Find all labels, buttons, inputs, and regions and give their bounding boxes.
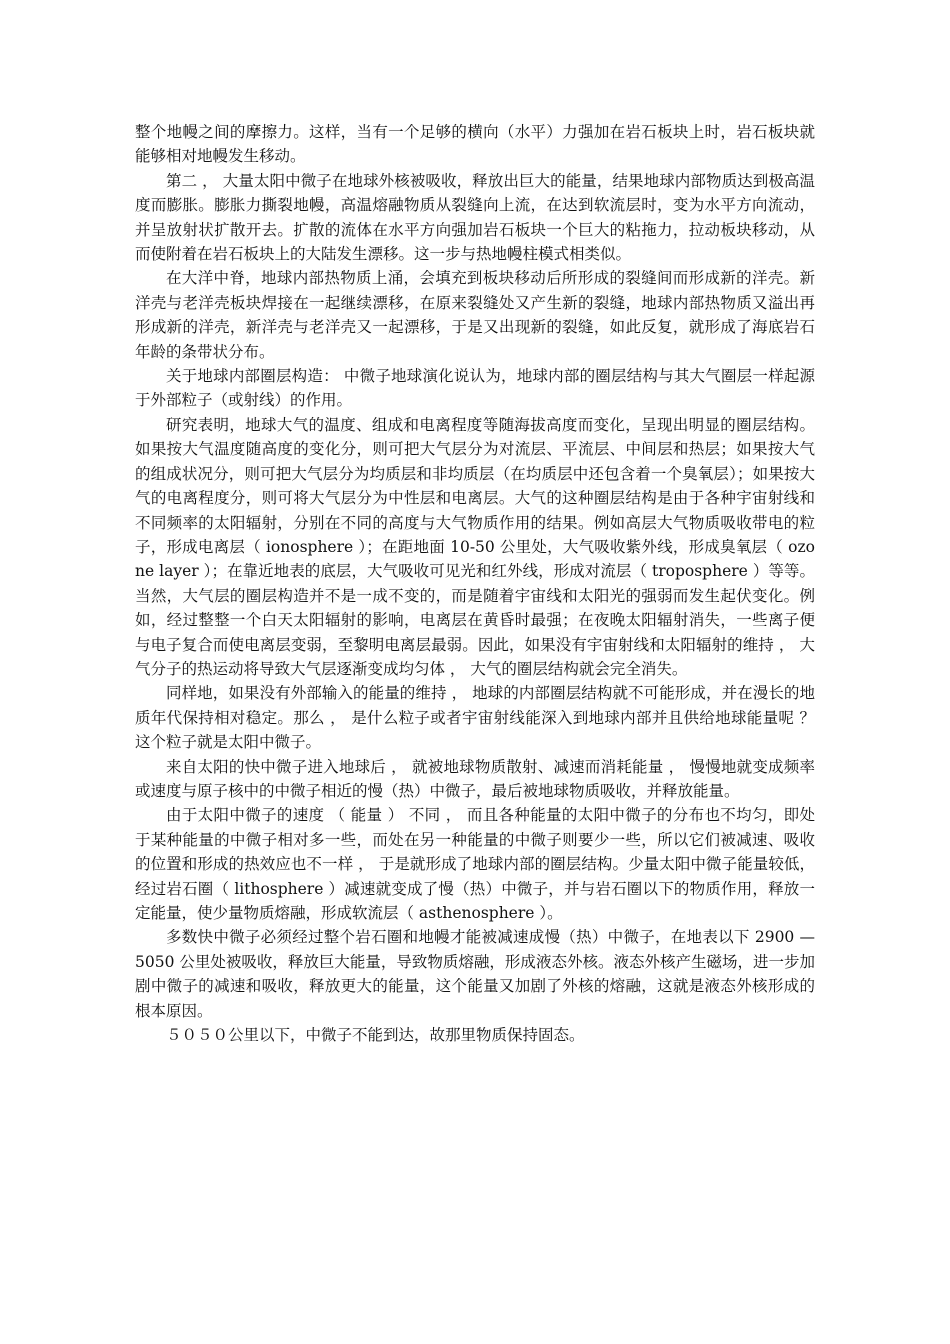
document-body	[135, 120, 815, 1047]
paragraph-10: ５０５０公里以下，中微子不能到达，故那里物质保持固态。	[166, 1026, 585, 1045]
paragraph-7: 来自太阳的快中微子进入地球后 ， 就被地球物质散射、减速而消耗能量 ， 慢慢地就变成频率或速度与原子核中的中微子相近的慢（热）中微子，最后被地球物质吸收，并释放能量。	[135, 757, 815, 800]
paragraph-9: 多数快中微子必须经过整个岩石圈和地幔才能被减速成慢（热）中微子，在地表以下 2900 — 5050 公里处被吸收，释放巨大能量，导致物质熔融，形成液态外核。液态外核产生磁场，进一步加剧中微子的减速和吸收，释放更大的能量，这个能量又加剧了外核的熔融，这就是液态外核形成的根本原因。	[135, 928, 815, 1020]
paragraph-5: 研究表明，地球大气的温度、组成和电离程度等随海拔高度而变化，呈现出明显的圈层结构。如果按大气温度随高度的变化分，则可把大气层分为对流层、平流层、中间层和热层；如果按大气的组成状况分，则可把大气层分为均质层和非均质层（在均质层中还包含着一个臭氧层）；如果按大气的电离程度分，则可将大气层分为中性层和电离层。大气的这种圈层结构是由于各种宇宙射线和不同频率的太阳辐射，分别在不同的高度与大气物质作用的结果。例如高层大气物质吸收带电的粒子，形成电离层（ ionosphere ）；在距地面 10-50 公里处，大气吸收紫外线，形成臭氧层（ ozone layer ）；在靠近地表的底层，大气吸收可见光和红外线，形成对流层（ troposphere ）等等。当然，大气层的圈层构造并不是一成不变的，而是随着宇宙线和太阳光的强弱而发生起伏变化。例如，经过整整一个白天太阳辐射的影响，电离层在黄昏时最强；在夜晚太阳辐射消失，一些离子便与电子复合而使电离层变弱，至黎明电离层最弱。因此，如果没有宇宙射线和太阳辐射的维持 ， 大气分子的热运动将导致大气层逐渐变成均匀体 ， 大气的圈层结构就会完全消失。	[135, 415, 815, 678]
paragraph-8: 由于太阳中微子的速度 （ 能量 ） 不同 ， 而且各种能量的太阳中微子的分布也不均匀，即处于某种能量的中微子相对多一些，而处在另一种能量的中微子则要少一些，所以它们被减速、吸收的位置和形成的热效应也不一样 ， 于是就形成了地球内部的圈层结构。少量太阳中微子能量较低，经过岩石圈（ lithosphere ）减速就变成了慢（热）中微子，并与岩石圈以下的物质作用，释放一定能量，使少量物质熔融，形成软流层（ asthenosphere ）。	[135, 806, 815, 922]
paragraph-4: 关于地球内部圈层构造： 中微子地球演化说认为，地球内部的圈层结构与其大气圈层一样起源于外部粒子（或射线）的作用。	[135, 367, 815, 410]
paragraph-1: 整个地幔之间的摩擦力。这样，当有一个足够的横向（水平）力强加在岩石板块上时，岩石板块就能够相对地幔发生移动。	[135, 123, 815, 166]
paragraph-6: 同样地，如果没有外部输入的能量的维持 ， 地球的内部圈层结构就不可能形成，并在漫长的地质年代保持相对稳定。那么 ， 是什么粒子或者宇宙射线能深入到地球内部并且供给地球能量呢 ？ 这个粒子就是太阳中微子。	[135, 684, 815, 752]
paragraph-3: 在大洋中脊，地球内部热物质上涌，会填充到板块移动后所形成的裂缝间而形成新的洋壳。新洋壳与老洋壳板块焊接在一起继续漂移，在原来裂缝处又产生新的裂缝，地球内部热物质又溢出再形成新的洋壳，新洋壳与老洋壳又一起漂移，于是又出现新的裂缝，如此反复，就形成了海底岩石年龄的条带状分布。	[135, 269, 815, 361]
paragraph-2: 第二 ， 大量太阳中微子在地球外核被吸收，释放出巨大的能量，结果地球内部物质达到极高温度而膨胀。膨胀力撕裂地幔，高温熔融物质从裂缝向上流，在达到软流层时，变为水平方向流动，并呈放射状扩散开去。扩散的流体在水平方向强加岩石板块一个巨大的粘拖力，拉动板块移动，从而使附着在岩石板块上的大陆发生漂移。这一步与热地幔柱模式相类似。	[135, 171, 815, 264]
